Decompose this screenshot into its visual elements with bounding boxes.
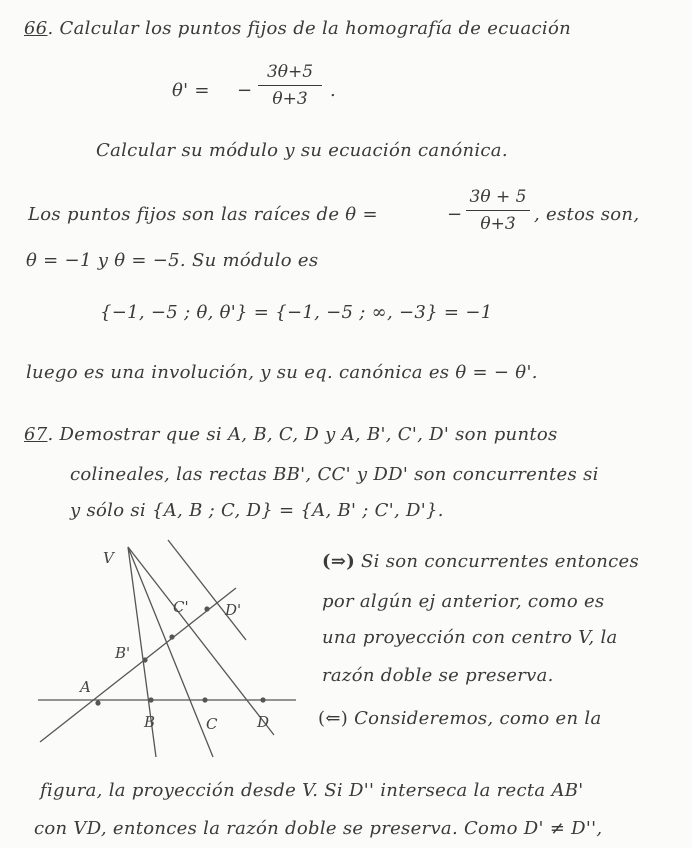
proof-forward-line3: una proyección con centro V, la	[322, 627, 618, 648]
solution-line1-end: , estos son,	[534, 204, 640, 225]
fraction-numerator: 3θ+5	[266, 62, 314, 82]
solution-line3: luego es una involución, y su eq. canónica es θ = − θ'.	[26, 362, 538, 383]
problem-statement: . Demostrar que si A, B, C, D y A, B', C', D' son puntos	[47, 424, 558, 445]
forward-arrow-icon: (⇒)	[322, 551, 356, 572]
label-D-prime: D'	[225, 601, 242, 619]
point-D	[260, 697, 265, 702]
equation-lhs: θ' =	[172, 80, 210, 101]
point-C-prime	[169, 634, 174, 639]
point-B-prime	[142, 657, 147, 662]
fraction-denominator: θ+3	[272, 89, 308, 109]
label-D: D	[257, 713, 270, 731]
proof-text: Consideremos, como en la	[354, 708, 602, 729]
solution-line1: Los puntos fijos son las raíces de θ =	[28, 204, 378, 225]
problem-statement-line2: colineales, las rectas BB', CC' y DD' son concurrentes si	[70, 464, 599, 485]
proof-text: Si son concurrentes entonces	[361, 551, 640, 572]
solution-minus: −	[447, 204, 463, 225]
label-C-prime: C'	[173, 598, 189, 616]
problem-statement-line2: Calcular su módulo y su ecuación canónica.	[96, 140, 508, 161]
problem-number: 67	[24, 424, 48, 445]
problem-statement-line3: y sólo si {A, B ; C, D} = {A, B' ; C', D'}.	[70, 500, 444, 521]
point-D-prime	[204, 606, 209, 611]
proof-forward-line2: por algún ej anterior, como es	[322, 591, 605, 612]
label-V: V	[103, 549, 114, 567]
solution-line2: θ = −1 y θ = −5. Su módulo es	[26, 250, 319, 271]
point-B	[148, 697, 153, 702]
problem-statement: . Calcular los puntos fijos de la homografía de ecuación	[47, 18, 571, 39]
fraction-numerator: 3θ + 5	[469, 187, 527, 207]
cross-ratio-formula: {−1, −5 ; θ, θ'} = {−1, −5 ; ∞, −3} = −1	[100, 302, 493, 323]
problem-number: 66	[24, 18, 48, 39]
point-A	[95, 700, 100, 705]
equation-minus: −	[237, 80, 253, 101]
equation-period: .	[330, 80, 337, 101]
proof-forward-line4: razón doble se preserva.	[322, 665, 554, 686]
proof-line-bottom1: figura, la proyección desde V. Si D'' interseca la recta AB'	[40, 780, 584, 801]
proof-line-bottom2: con VD, entonces la razón doble se preserva. Como D' ≠ D'',	[34, 818, 603, 839]
ray-VC	[128, 547, 213, 757]
label-B-prime: B'	[115, 644, 131, 662]
backward-arrow-icon: (⇐)	[318, 708, 349, 729]
fraction-denominator: θ+3	[480, 214, 516, 234]
label-A: A	[80, 678, 91, 696]
label-C: C	[206, 715, 218, 733]
label-B: B	[144, 713, 156, 731]
point-C	[202, 697, 207, 702]
